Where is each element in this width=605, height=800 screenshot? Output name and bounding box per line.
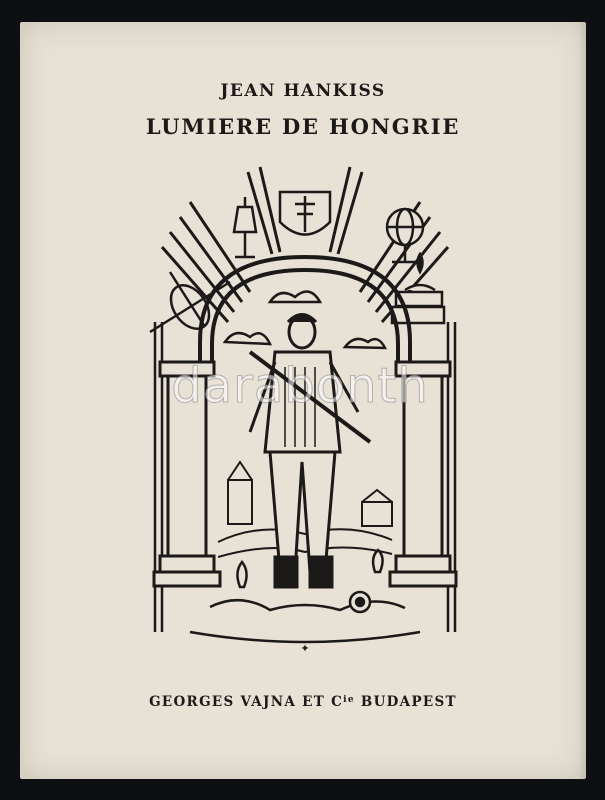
author-name: JEAN HANKISS (220, 81, 386, 101)
flowers-and-ground (190, 550, 420, 655)
watermark: darabonth (171, 358, 429, 414)
publisher-line (20, 694, 586, 710)
publisher-suffix: BUDAPEST (354, 694, 457, 710)
books-and-lamp (392, 254, 444, 323)
coat-of-arms (280, 192, 330, 235)
publisher-superscript: ie (343, 695, 355, 705)
book-title: LUMIERE DE HONGRIE (145, 114, 461, 139)
publisher-prefix: GEORGES VAJNA ET C (149, 694, 344, 710)
woodcut-illustration (130, 162, 480, 667)
lantern (234, 197, 256, 257)
globe (387, 209, 423, 262)
svg-text:✦: ✦ (300, 642, 310, 655)
hero-figure (250, 315, 370, 588)
